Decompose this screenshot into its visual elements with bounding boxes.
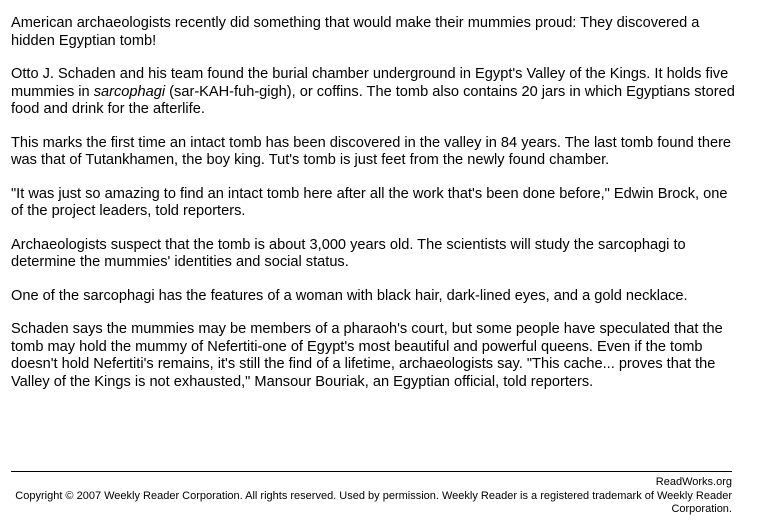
footer-copyright: Copyright © 2007 Weekly Reader Corporation. All rights reserved. Used by permission. Weekly Reader is a registered trademark of Weekly Reader Corporation. [15,489,732,515]
footer-divider [11,471,732,472]
article-paragraph-1: American archaeologists recently did something that would make their mummies proud: They discovered a hidden Egyptian tomb! [11,15,700,49]
article-paragraph-7: Schaden says the mummies may be members of a pharaoh's court, but some people have speculated that the tomb may hold the mummy of Nefertiti-one of Egypt's most beautiful and powerful queens. Even if the tomb doesn't hold Nefertiti's remains, it's still the find of a lifetime, archaeologists say. "This cache... proves that the Valley of the Kings is not exhausted," Mansour Bouriak, an Egyptian official, told reporters. [11,321,723,390]
page-footer [11,476,732,517]
footer-site-name: ReadWorks.org [655,476,732,488]
article-body [11,15,743,407]
sarcophagi-term: sarcophagi [93,83,166,100]
article-paragraph-3: This marks the first time an intact tomb has been discovered in the valley in 84 years. The last tomb found there was that of Tutankhamen, the boy king. Tut's tomb is just feet from the newly found chamber. [11,134,732,168]
article-paragraph-4: "It was just so amazing to find an intact tomb here after all the work that's been done before," Edwin Brock, one of the project leaders, told reporters. [11,185,728,219]
paragraph-2-text-end: (sar-KAH-fuh-gigh), or coffins. The tomb also contains 20 jars in which Egyptians stored food and drink for the afterlife. [11,83,735,117]
article-paragraph-2 [11,66,743,119]
article-paragraph-6: One of the sarcophagi has the features of a woman with black hair, dark-lined eyes, and a gold necklace. [11,287,688,304]
paragraph-2-text-start: Otto J. Schaden and his team found the burial chamber underground in Egypt's Valley of the Kings. It holds five mummies in [11,66,729,100]
article-paragraph-5: Archaeologists suspect that the tomb is about 3,000 years old. The scientists will study the sarcophagi to determine the mummies' identities and social status. [11,236,686,270]
